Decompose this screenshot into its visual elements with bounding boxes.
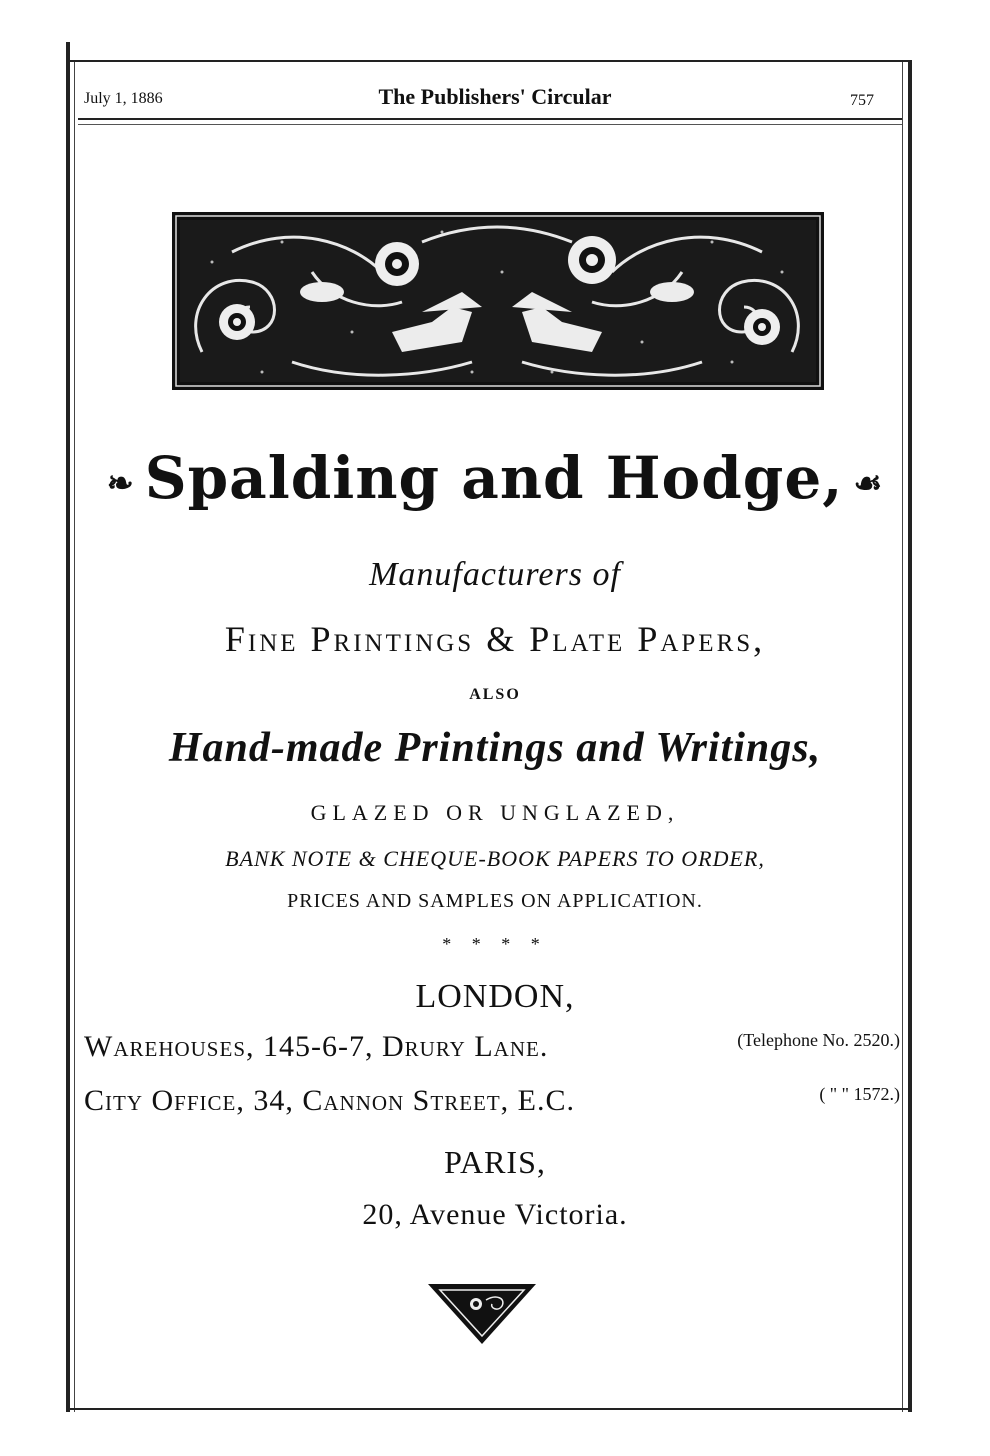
city-office-row (84, 1084, 900, 1124)
glazed-line: GLAZED OR UNGLAZED, (310, 800, 680, 825)
tailpiece-ornament (426, 1282, 538, 1346)
header-rule (78, 118, 902, 120)
handmade-line: Hand-made Printings and Writings, (168, 725, 822, 771)
paris-heading: PARIS, (444, 1144, 546, 1180)
bottom-rule (66, 1408, 912, 1410)
warehouses-row (84, 1030, 900, 1070)
page-number: 757 (850, 92, 874, 109)
manufacturers-of-line: Manufacturers of (369, 556, 621, 593)
running-head-title: The Publishers' Circular (378, 84, 612, 109)
right-flourish-icon: ☙ (853, 464, 884, 502)
city-office-address: City Office, 34, Cannon Street, E.C. (84, 1084, 576, 1117)
also-line: ALSO (469, 686, 521, 703)
top-rule (66, 60, 912, 62)
warehouses-address: Warehouses, 145-6-7, Drury Lane. (84, 1030, 549, 1063)
header-rule-thin (78, 124, 902, 125)
warehouses-telephone: (Telephone No. 2520.) (737, 1030, 900, 1050)
paris-address: 20, Avenue Victoria. (362, 1198, 628, 1231)
prices-line: PRICES AND SAMPLES ON APPLICATION. (287, 890, 703, 912)
firm-name: Spalding and Hodge, (144, 444, 844, 512)
fine-papers-line: Fine Printings & Plate Papers, (224, 619, 766, 659)
firm-name-heading (0, 444, 990, 512)
bank-note-line: BANK NOTE & CHEQUE-BOOK PAPERS TO ORDER, (225, 846, 765, 871)
asterism-divider: * * * * (442, 934, 548, 954)
left-flourish-icon: ❧ (106, 464, 135, 502)
london-heading: LONDON, (415, 978, 575, 1015)
ornamental-banner-illustration (172, 212, 824, 390)
city-office-telephone: ( " " 1572.) (819, 1084, 900, 1104)
running-head-date: July 1, 1886 (84, 90, 163, 107)
